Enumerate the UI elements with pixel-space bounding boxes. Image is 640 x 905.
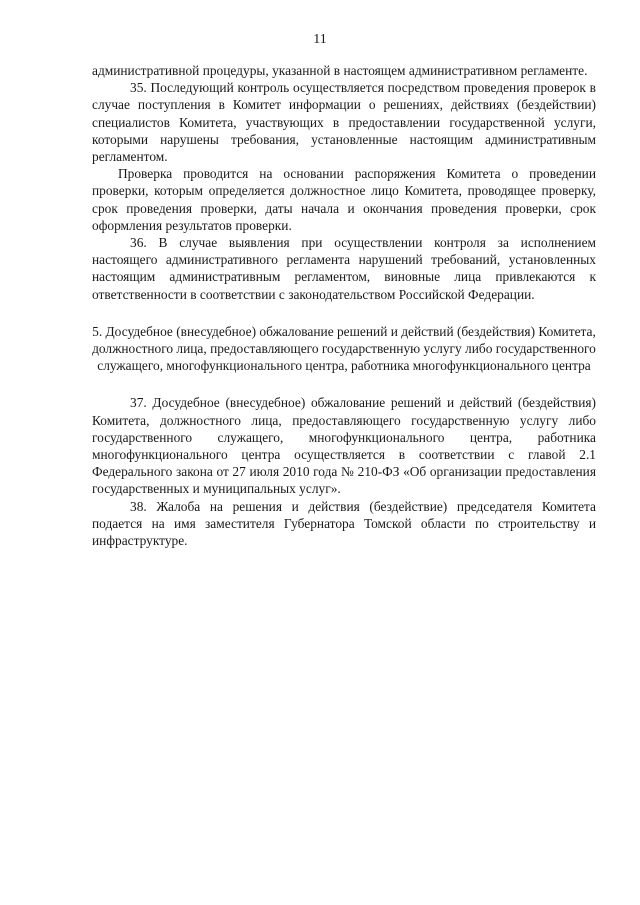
paragraph-37: 37. Досудебное (внесудебное) обжалование решений и действий (бездействия) Комитета, должностного лица, предоставляющего государственную услугу либо государственного служащего, многофункционального центра, работника многофункционального центра осуществляется в соответствии с главой 2.1 Федерального закона от 27 июля 2010 года № 210-ФЗ «Об организации предоставления государственных и муниципальных услуг». <box>92 395 596 497</box>
paragraph-36: 36. В случае выявления при осуществлении контроля за исполнением настоящего административного регламента нарушений требований, установленных настоящим административным регламентом, виновные лица привлекаются к ответственности в соответствии с законодательством Российской Федерации. <box>92 235 596 302</box>
document-body <box>92 62 596 549</box>
paragraph-35-inspection: Проверка проводится на основании распоряжения Комитета о проведении проверки, которым определяется должностное лицо Комитета, проводящее проверку, срок проведения проверки, даты начала и окончания проведения проверки, срок оформления результатов проверки. <box>92 166 596 233</box>
paragraph-continuation: административной процедуры, указанной в настоящем административном регламенте. <box>92 63 588 78</box>
section-5-heading: 5. Досудебное (внесудебное) обжалование решений и действий (бездействия) Комитета, должностного лица, предоставляющего государственную услугу либо государственного служащего, многофункционального центра, работника многофункционального центра <box>92 323 596 374</box>
paragraph-38: 38. Жалоба на решения и действия (бездействие) председателя Комитета подается на имя заместителя Губернатора Томской области по строительству и инфраструктуре. <box>92 498 596 549</box>
page-number: 11 <box>313 32 327 47</box>
paragraph-35: 35. Последующий контроль осуществляется посредством проведения проверок в случае поступления в Комитет информации о решениях, действиях (бездействии) специалистов Комитета, участвующих в предоставлении государственной услуги, которыми нарушены требования, установленные настоящим административным регламентом. <box>92 80 596 165</box>
